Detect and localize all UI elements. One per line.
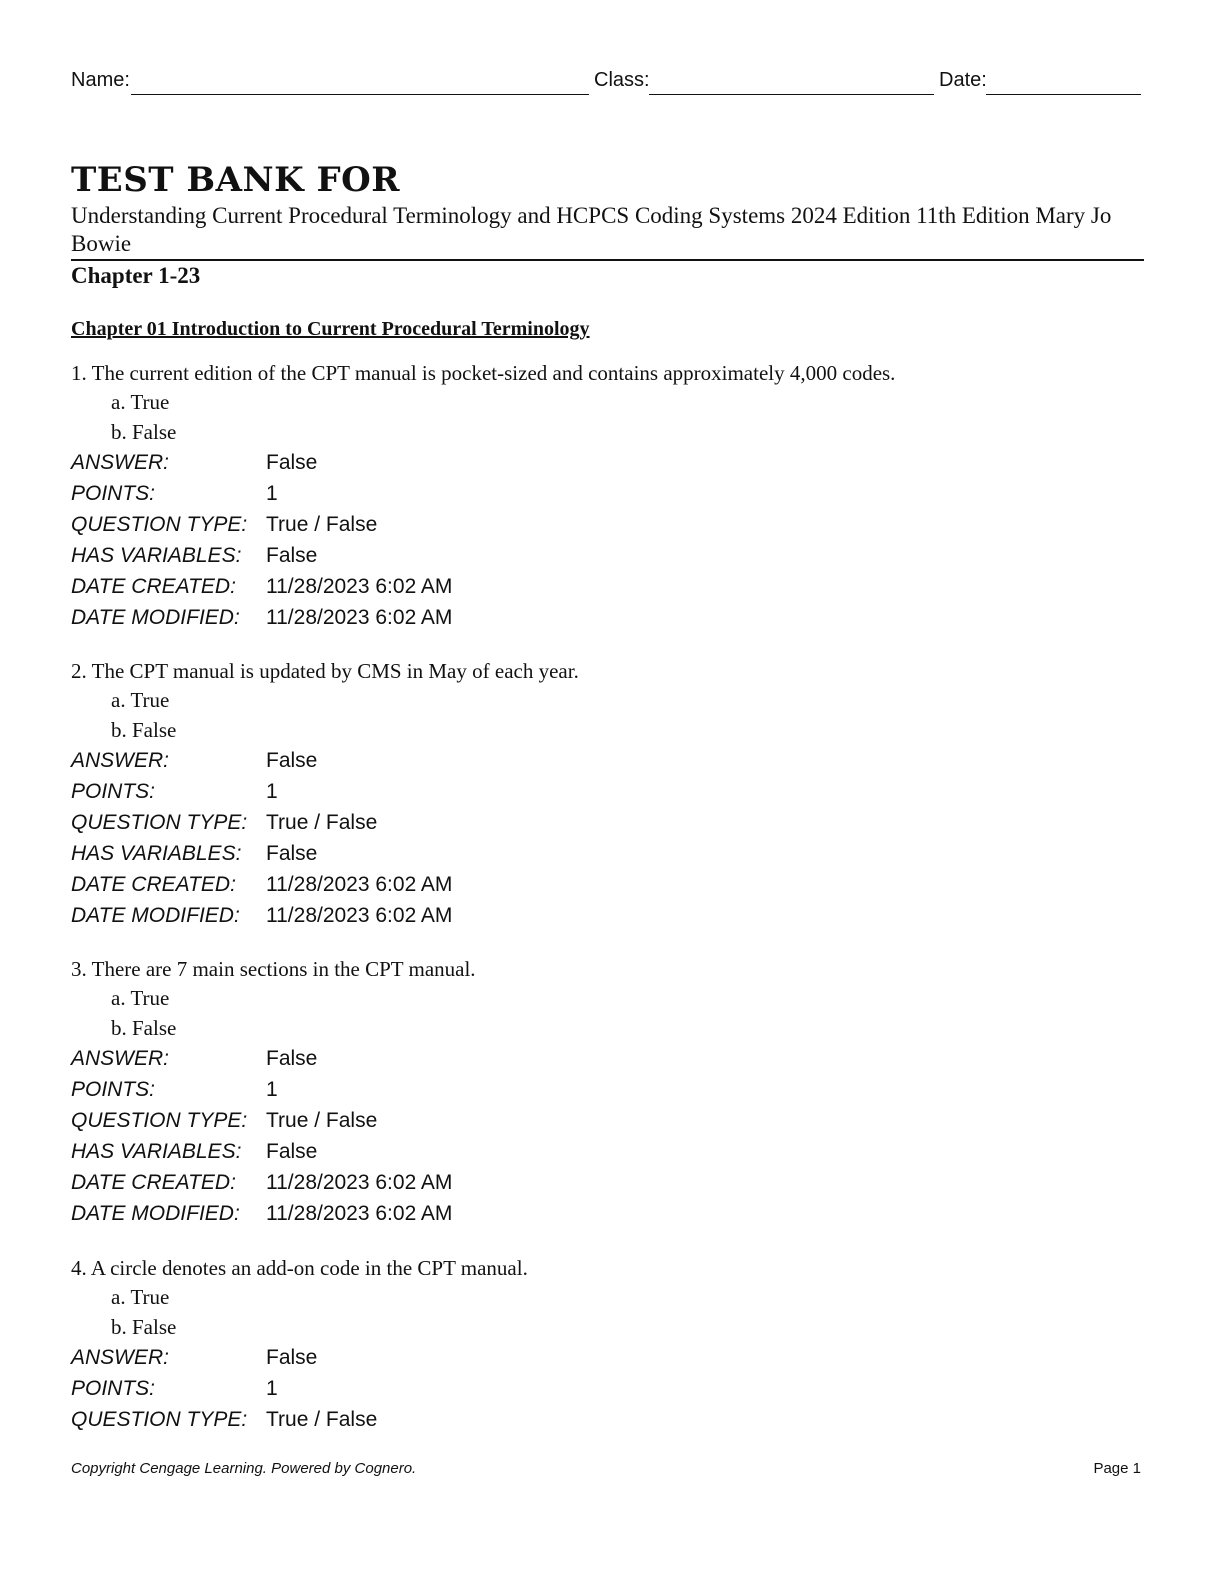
question-type-label: QUESTION TYPE:	[71, 1109, 248, 1132]
book-subtitle: Understanding Current Procedural Terminology and HCPCS Coding Systems 2024 Edition 11th Edition Mary Jo Bowie	[71, 203, 1112, 256]
option-b: b. False	[111, 1315, 177, 1339]
copyright-footer: Copyright Cengage Learning. Powered by Cognero.	[71, 1460, 417, 1477]
date-modified-value: 11/28/2023 6:02 AM	[266, 606, 453, 629]
date-modified-row	[71, 1198, 1146, 1229]
answer-row	[71, 745, 1146, 776]
option-b: b. False	[111, 718, 177, 742]
question-1	[71, 359, 1146, 633]
has-variables-label: HAS VARIABLES:	[71, 842, 242, 865]
answer-row	[71, 447, 1146, 478]
has-variables-row	[71, 838, 1146, 869]
date-created-row	[71, 571, 1146, 602]
question-text: 2. The CPT manual is updated by CMS in May of each year.	[71, 659, 579, 683]
date-modified-value: 11/28/2023 6:02 AM	[266, 1202, 453, 1225]
question-type-value: True / False	[266, 1408, 378, 1431]
date-created-value: 11/28/2023 6:02 AM	[266, 1171, 453, 1194]
question-type-label: QUESTION TYPE:	[71, 513, 248, 536]
chapter-range: Chapter 1-23	[71, 263, 201, 288]
question-type-row	[71, 509, 1146, 540]
question-text: 1. The current edition of the CPT manual is pocket-sized and contains approximately 4,000 codes.	[71, 361, 896, 385]
date-created-row	[71, 1167, 1146, 1198]
question-type-value: True / False	[266, 513, 378, 536]
answer-row	[71, 1342, 1146, 1373]
points-value: 1	[266, 482, 278, 505]
option-a: a. True	[111, 1285, 170, 1309]
points-value: 1	[266, 1377, 278, 1400]
has-variables-label: HAS VARIABLES:	[71, 1140, 242, 1163]
date-modified-label: DATE MODIFIED:	[71, 904, 240, 927]
question-text: 3. There are 7 main sections in the CPT manual.	[71, 957, 476, 981]
question-type-label: QUESTION TYPE:	[71, 811, 248, 834]
class-label: Class:	[594, 69, 650, 91]
name-blank-line	[131, 94, 589, 95]
has-variables-value: False	[266, 1140, 318, 1163]
answer-label: ANSWER:	[71, 749, 170, 772]
question-type-row	[71, 807, 1146, 838]
date-modified-label: DATE MODIFIED:	[71, 1202, 240, 1225]
date-created-label: DATE CREATED:	[71, 575, 236, 598]
page-number: Page 1	[1093, 1460, 1141, 1477]
answer-value: False	[266, 451, 318, 474]
answer-value: False	[266, 1346, 318, 1369]
question-type-row	[71, 1105, 1146, 1136]
answer-label: ANSWER:	[71, 451, 170, 474]
date-created-value: 11/28/2023 6:02 AM	[266, 575, 453, 598]
points-row	[71, 478, 1146, 509]
date-modified-label: DATE MODIFIED:	[71, 606, 240, 629]
points-row	[71, 776, 1146, 807]
option-a: a. True	[111, 688, 170, 712]
answer-row	[71, 1043, 1146, 1074]
question-type-value: True / False	[266, 1109, 378, 1132]
date-created-label: DATE CREATED:	[71, 1171, 236, 1194]
points-row	[71, 1074, 1146, 1105]
name-label: Name:	[71, 69, 130, 91]
date-created-row	[71, 869, 1146, 900]
question-4	[71, 1254, 1146, 1435]
date-label: Date:	[939, 69, 987, 91]
points-label: POINTS:	[71, 780, 156, 803]
question-3	[71, 955, 1146, 1229]
title-divider	[71, 259, 1144, 261]
date-modified-row	[71, 900, 1146, 931]
question-text: 4. A circle denotes an add-on code in the CPT manual.	[71, 1256, 528, 1280]
answer-value: False	[266, 749, 318, 772]
has-variables-row	[71, 1136, 1146, 1167]
option-a: a. True	[111, 390, 170, 414]
points-label: POINTS:	[71, 1078, 156, 1101]
has-variables-label: HAS VARIABLES:	[71, 544, 242, 567]
question-type-value: True / False	[266, 811, 378, 834]
date-created-value: 11/28/2023 6:02 AM	[266, 873, 453, 896]
option-a: a. True	[111, 986, 170, 1010]
date-created-label: DATE CREATED:	[71, 873, 236, 896]
class-blank-line	[649, 94, 934, 95]
date-modified-value: 11/28/2023 6:02 AM	[266, 904, 453, 927]
answer-label: ANSWER:	[71, 1047, 170, 1070]
document-title: TEST BANK FOR	[71, 160, 401, 200]
points-value: 1	[266, 780, 278, 803]
points-row	[71, 1373, 1146, 1404]
has-variables-value: False	[266, 544, 318, 567]
has-variables-value: False	[266, 842, 318, 865]
answer-value: False	[266, 1047, 318, 1070]
answer-label: ANSWER:	[71, 1346, 170, 1369]
option-b: b. False	[111, 420, 177, 444]
question-type-row	[71, 1404, 1146, 1435]
date-blank-line	[986, 94, 1141, 95]
has-variables-row	[71, 540, 1146, 571]
points-label: POINTS:	[71, 482, 156, 505]
option-b: b. False	[111, 1016, 177, 1040]
points-label: POINTS:	[71, 1377, 156, 1400]
date-modified-row	[71, 602, 1146, 633]
points-value: 1	[266, 1078, 278, 1101]
chapter-heading: Chapter 01 Introduction to Current Procedural Terminology	[71, 318, 590, 340]
question-type-label: QUESTION TYPE:	[71, 1408, 248, 1431]
student-info-header	[71, 69, 1142, 97]
question-2	[71, 657, 1146, 931]
